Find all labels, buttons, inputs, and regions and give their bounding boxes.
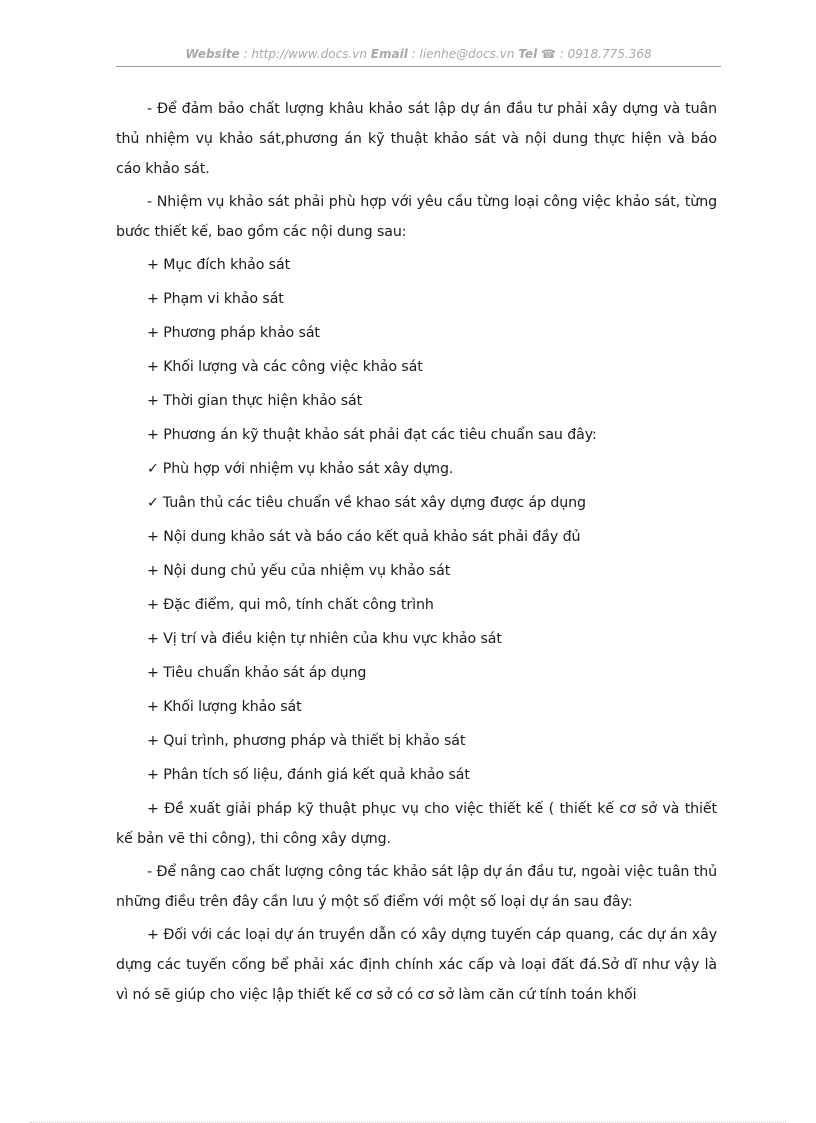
website-url[interactable]: http://www.docs.vn	[251, 47, 367, 61]
list-item: + Phạm vi khảo sát	[147, 291, 284, 307]
tel-label: Tel	[518, 47, 538, 61]
website-separator: :	[239, 47, 252, 61]
email-separator: :	[407, 47, 420, 61]
list-item: + Nội dung khảo sát và báo cáo kết quả khảo sát phải đầy đủ	[147, 529, 581, 545]
tel-number: 0918.775.368	[567, 47, 652, 61]
paragraph-1: - Để đảm bảo chất lượng khâu khảo sát lập dự án đầu tư phải xây dựng và tuân thủ nhiệm vụ khảo sát,phương án kỹ thuật khảo sát và nội dung thực hiện và báo cáo khảo sát.	[116, 101, 717, 177]
website-label: Website	[185, 47, 240, 61]
list-item: + Qui trình, phương pháp và thiết bị khảo sát	[147, 733, 466, 749]
list-item: + Thời gian thực hiện khảo sát	[147, 393, 363, 409]
list-item: + Khối lượng và các công việc khảo sát	[147, 359, 423, 375]
list-item: + Mục đích khảo sát	[147, 257, 291, 273]
paragraph-3: + Đề xuất giải pháp kỹ thuật phục vụ cho việc thiết kế ( thiết kế cơ sở và thiết kế bản vẽ thi công), thi công xây dựng.	[116, 801, 717, 847]
document-body	[116, 94, 717, 1010]
paragraph-2: - Nhiệm vụ khảo sát phải phù hợp với yêu cầu từng loại công việc khảo sát, từng bước thiết kế, bao gồm các nội dung sau:	[116, 194, 717, 240]
list-item: + Phương pháp khảo sát	[147, 325, 320, 341]
check-item	[116, 454, 717, 484]
checkmark-icon: ✓	[147, 495, 159, 511]
list-item: + Đặc điểm, qui mô, tính chất công trình	[147, 597, 434, 613]
checkmark-icon: ✓	[147, 461, 159, 477]
list-item: + Tiêu chuẩn khảo sát áp dụng	[147, 665, 367, 681]
list-item: + Nội dung chủ yếu của nhiệm vụ khảo sát	[147, 563, 451, 579]
header-divider	[116, 66, 721, 67]
list-item: + Phân tích số liệu, đánh giá kết quả khảo sát	[147, 767, 470, 783]
list-item: + Khối lượng khảo sát	[147, 699, 302, 715]
list-item: + Vị trí và điều kiện tự nhiên của khu vực khảo sát	[147, 631, 502, 647]
page-header	[116, 47, 721, 61]
check-item	[116, 488, 717, 518]
check-item-text: Phù hợp với nhiệm vụ khảo sát xây dựng.	[162, 461, 454, 477]
list-item: + Phương án kỹ thuật khảo sát phải đạt các tiêu chuẩn sau đây:	[147, 427, 597, 443]
email-address[interactable]: lienhe@docs.vn	[419, 47, 515, 61]
paragraph-5: + Đối với các loại dự án truyền dẫn có xây dựng tuyến cáp quang, các dự án xây dựng các tuyến cống bể phải xác định chính xác cấp và loại đất đá.Sở dĩ như vậy là vì nó sẽ giúp cho việc lập thiết kế cơ sở có cơ sở làm căn cứ tính toán khối	[116, 927, 717, 1003]
check-item-text: Tuân thủ các tiêu chuẩn về khao sát xây dựng được áp dụng	[162, 495, 586, 511]
tel-separator: :	[555, 47, 568, 61]
email-label: Email	[370, 47, 408, 61]
phone-icon: ☎	[541, 47, 556, 61]
paragraph-4: - Để nâng cao chất lượng công tác khảo sát lập dự án đầu tư, ngoài việc tuân thủ những điều trên đây cần lưu ý một số điểm với một số loại dự án sau đây:	[116, 864, 717, 910]
